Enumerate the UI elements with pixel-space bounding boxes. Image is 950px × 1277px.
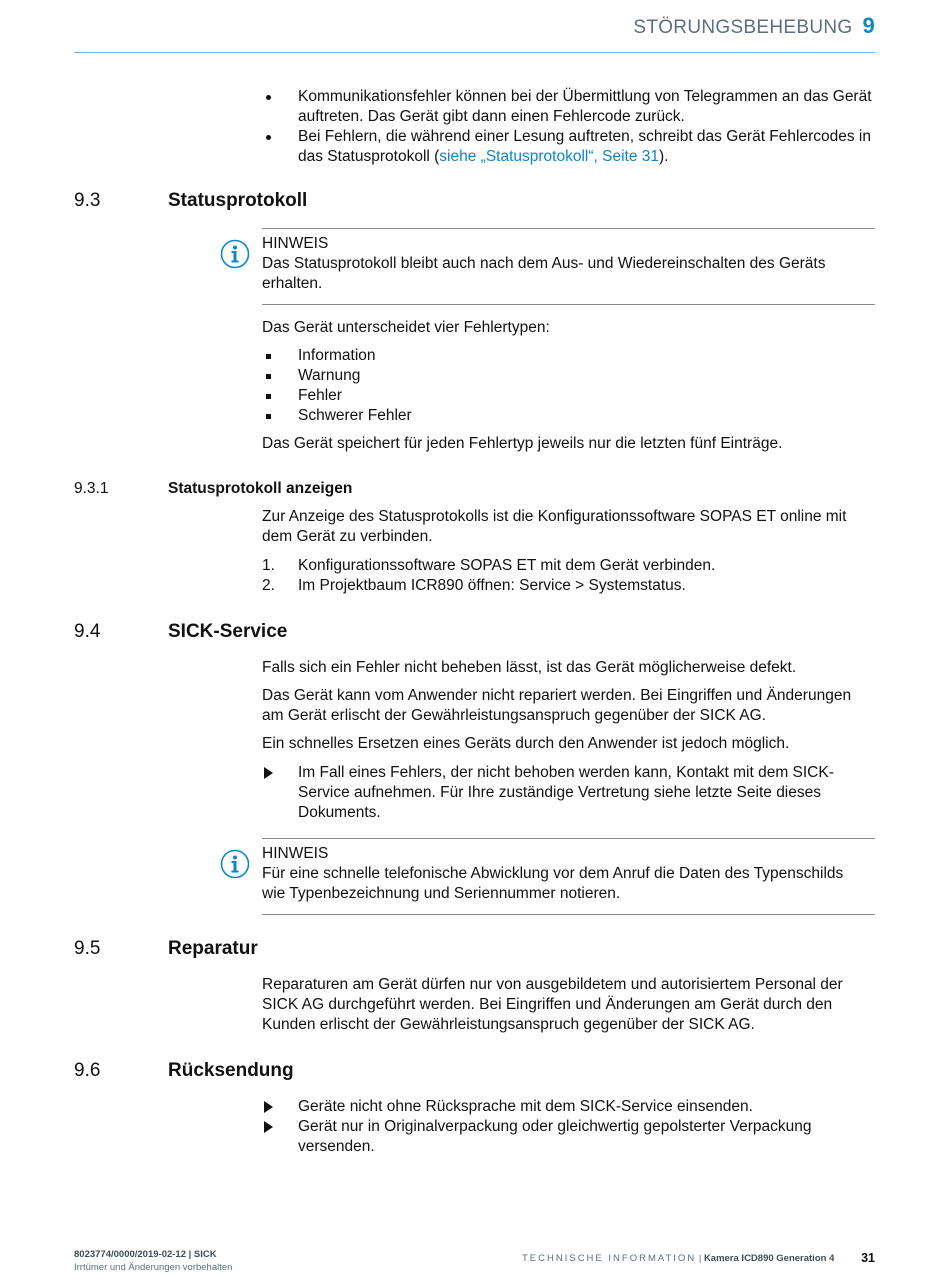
error-type-list bbox=[262, 346, 874, 426]
paragraph: Das Gerät speichert für jeden Fehlertyp jeweils nur die letzten fünf Einträge. bbox=[262, 435, 783, 452]
statusprotokoll-link[interactable]: siehe „Statusprotokoll“, Seite 31 bbox=[439, 148, 659, 165]
info-icon bbox=[220, 239, 250, 269]
section-title: Rücksendung bbox=[168, 1060, 294, 1081]
chapter-number: 9 bbox=[862, 13, 875, 38]
page-number: 31 bbox=[861, 1251, 875, 1265]
list-item: Im Fall eines Fehlers, der nicht behoben werden kann, Kontakt mit dem SICK-Service aufnehmen. Für Ihre zuständige Vertretung siehe letzte Seite dieses Dokuments. bbox=[262, 763, 874, 823]
paragraph: Zur Anzeige des Statusprotokolls ist die Konfigurationssoftware SOPAS ET online mit dem Gerät zu verbinden. bbox=[262, 508, 847, 545]
note-label: HINWEIS bbox=[262, 235, 329, 252]
step-list bbox=[262, 556, 874, 596]
section-title: SICK-Service bbox=[168, 621, 288, 642]
list-item: Fehler bbox=[262, 386, 874, 406]
note-text: Das Statusprotokoll bleibt auch nach dem Aus- und Wiedereinschalten des Geräts erhalten. bbox=[262, 255, 826, 292]
paragraph: Reparaturen am Gerät dürfen nur von ausgebildetem und autorisiertem Personal der SICK AG durchgeführt werden. Bei Eingriffen und Änderungen am Gerät durch den Kunden erlischt der Gewährleistungsanspruch gegenüber der SICK AG. bbox=[262, 976, 843, 1033]
info-icon bbox=[220, 849, 250, 879]
list-item: Gerät nur in Originalverpackung oder gleichwertig gepolsterter Verpackung versenden. bbox=[262, 1117, 874, 1157]
note-box bbox=[262, 234, 852, 294]
list-item: Bei Fehlern, die während einer Lesung auftreten, schreibt das Gerät Fehlercodes in das Statusprotokoll (siehe „Statusprotokoll“, Seite 31). bbox=[262, 127, 874, 167]
step-number: 1. bbox=[262, 557, 275, 574]
step-number: 2. bbox=[262, 577, 275, 594]
section-title: Reparatur bbox=[168, 938, 258, 959]
note-bottom-rule bbox=[262, 304, 875, 305]
note-label: HINWEIS bbox=[262, 845, 329, 862]
list-item: Warnung bbox=[262, 366, 874, 386]
note-box bbox=[262, 844, 862, 904]
note-bottom-rule bbox=[262, 914, 875, 915]
note-top-rule bbox=[262, 228, 875, 229]
list-item: Geräte nicht ohne Rücksprache mit dem SICK-Service einsenden. bbox=[262, 1097, 874, 1117]
action-list bbox=[262, 763, 874, 823]
list-item: Schwerer Fehler bbox=[262, 406, 874, 426]
subsection-number: 9.3.1 bbox=[74, 480, 109, 497]
paragraph: Falls sich ein Fehler nicht beheben lässt, ist das Gerät möglicherweise defekt. bbox=[262, 659, 797, 676]
action-list bbox=[262, 1097, 874, 1157]
footer-title: TECHNISCHE INFORMATION | Kamera ICD890 Generation 4 bbox=[522, 1253, 835, 1264]
disclaimer: Irrtümer und Änderungen vorbehalten bbox=[74, 1262, 233, 1273]
section-number: 9.5 bbox=[74, 938, 101, 959]
chapter-title: STÖRUNGSBEHEBUNG bbox=[633, 17, 853, 38]
doc-id: 8023774/0000/2019-02-12 | SICK bbox=[74, 1249, 217, 1260]
section-number: 9.3 bbox=[74, 190, 101, 211]
section-number: 9.4 bbox=[74, 621, 101, 642]
paragraph: Das Gerät kann vom Anwender nicht repariert werden. Bei Eingriffen und Änderungen am Gerät erlischt der Gewährleistungsanspruch gegenüber der SICK AG. bbox=[262, 687, 852, 724]
note-text: Für eine schnelle telefonische Abwicklung vor dem Anruf die Daten des Typenschilds wie Typenbezeichnung und Seriennummer notieren. bbox=[262, 865, 844, 902]
note-top-rule bbox=[262, 838, 875, 839]
list-item: Kommunikationsfehler können bei der Übermittlung von Telegrammen an das Gerät auftreten. Das Gerät gibt dann einen Fehlercode zurück. bbox=[262, 87, 874, 127]
running-header bbox=[633, 13, 875, 38]
section-title: Statusprotokoll bbox=[168, 190, 308, 211]
list-item: 2. Im Projektbaum ICR890 öffnen: Service > Systemstatus. bbox=[262, 577, 686, 594]
subsection-title: Statusprotokoll anzeigen bbox=[168, 480, 353, 497]
paragraph: Das Gerät unterscheidet vier Fehlertypen: bbox=[262, 319, 550, 336]
list-item: Information bbox=[262, 346, 874, 366]
list-item: 1. Konfigurationssoftware SOPAS ET mit dem Gerät verbinden. bbox=[262, 557, 716, 574]
section-number: 9.6 bbox=[74, 1060, 101, 1081]
intro-bullet-list bbox=[262, 87, 874, 167]
doc-type: TECHNISCHE INFORMATION bbox=[522, 1253, 697, 1264]
header-rule bbox=[74, 52, 875, 53]
footer-doc-info bbox=[74, 1248, 232, 1274]
paragraph: Ein schnelles Ersetzen eines Geräts durch den Anwender ist jedoch möglich. bbox=[262, 735, 790, 752]
product-name: Kamera ICD890 Generation 4 bbox=[703, 1253, 835, 1264]
